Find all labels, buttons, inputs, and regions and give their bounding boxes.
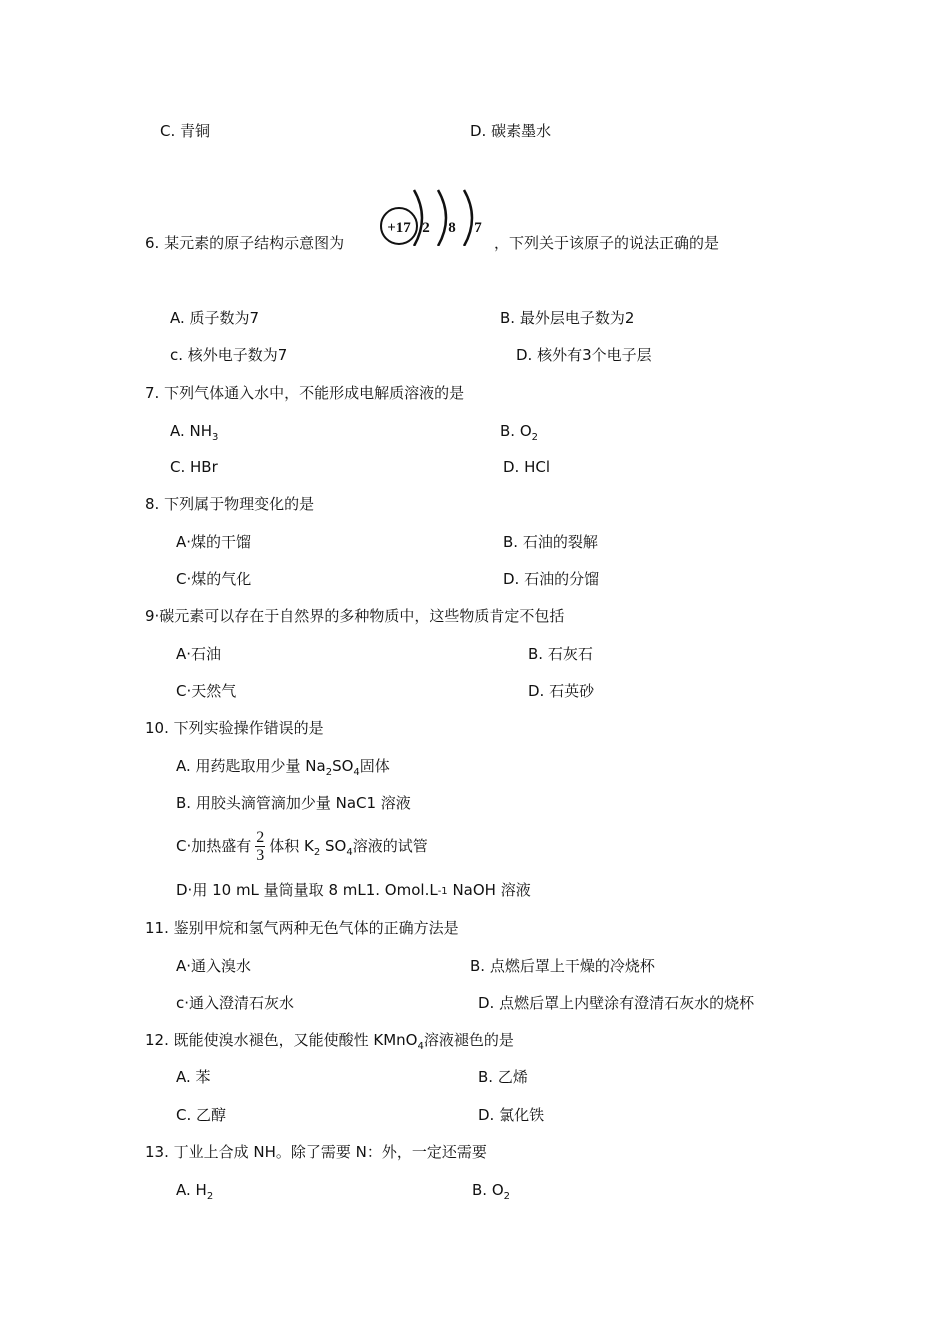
- q10-option-d: D·用 10 mL 量筒量取 8 mL1. Omol.L-1 NaOH 溶液: [176, 881, 531, 899]
- q9-option-a: A·石油: [176, 645, 222, 663]
- q10-option-c: C·加热盛有 $\frac{2}{3}$ 体积 $K_2$ $SO_4$溶液的试管: [176, 829, 428, 864]
- q10-option-b: B. 用胶头滴管滴加少量 NaC1 溶液: [176, 794, 411, 812]
- q6-stem-suffix: ，下列关于该原子的说法正确的是: [494, 234, 720, 252]
- q8-option-c: C·煤的气化: [176, 570, 252, 588]
- q8-option-a: A·煤的干馏: [176, 533, 252, 551]
- q11-option-c: c·通入澄清石灰水: [176, 994, 295, 1012]
- q7-option-a: A. $NH_3$: [170, 422, 219, 443]
- q12-option-d: D. 氯化铁: [478, 1106, 545, 1124]
- q8-stem: 8. 下列属于物理变化的是: [145, 495, 315, 513]
- q6-stem-prefix: 6. 某元素的原子结构示意图为: [145, 234, 345, 252]
- q6-option-c: c. 核外电子数为7: [170, 346, 288, 364]
- electron-shell-arc-2: [438, 190, 446, 246]
- q13-option-b: B. $O_2$: [472, 1181, 511, 1202]
- q11-option-a: A·通入溴水: [176, 957, 252, 975]
- q10-option-a: A. 用药匙取用少量 $Na_2SO_4$固体: [176, 757, 390, 778]
- shell-3-electrons: 7: [474, 220, 482, 236]
- q9-option-c: C·天然气: [176, 682, 237, 700]
- q12-option-c: C. 乙醇: [176, 1106, 227, 1124]
- shell-1-electrons: 2: [422, 220, 430, 236]
- q5-option-c: C. 青铜: [160, 122, 211, 140]
- q10-stem: 10. 下列实验操作错误的是: [145, 719, 324, 737]
- shell-2-electrons: 8: [448, 220, 456, 236]
- q12-stem: 12. 既能使溴水褪色，又能使酸性 KMnO$_4$溶液褪色的是: [145, 1031, 514, 1052]
- q9-option-d: D. 石英砂: [528, 682, 595, 700]
- fraction-two-thirds: $\frac{2}{3}$: [256, 829, 265, 864]
- q11-option-b: B. 点燃后罩上干燥的冷烧杯: [470, 957, 655, 975]
- q12-option-b: B. 乙烯: [478, 1068, 528, 1086]
- nucleus-charge: +17: [387, 220, 411, 236]
- q6-option-a: A. 质子数为7: [170, 309, 260, 327]
- q13-option-a: A. $H_2$: [176, 1181, 214, 1202]
- q8-option-b: B. 石油的裂解: [503, 533, 598, 551]
- q9-option-b: B. 石灰石: [528, 645, 593, 663]
- q12-option-a: A. 苯: [176, 1068, 211, 1086]
- q13-stem: 13. 丁业上合成 NH。除了需要 N：外，一定还需要: [145, 1143, 487, 1161]
- electron-shell-arc-3: [464, 190, 472, 246]
- q7-stem: 7. 下列气体通入水中，不能形成电解质溶液的是: [145, 384, 465, 402]
- q6-option-d: D. 核外有3个电子层: [516, 346, 652, 364]
- atom-structure-diagram: [376, 186, 496, 246]
- q7-option-b: B. $O_2$: [500, 422, 539, 443]
- q9-stem: 9·碳元素可以存在于自然界的多种物质中，这些物质肯定不包括: [145, 607, 565, 625]
- q6-option-b: B. 最外层电子数为2: [500, 309, 635, 327]
- q8-option-d: D. 石油的分馏: [503, 570, 600, 588]
- q5-option-d: D. 碳素墨水: [470, 122, 552, 140]
- q7-option-d: D. HCl: [503, 458, 551, 476]
- q7-option-c: C. HBr: [170, 458, 218, 476]
- q11-option-d: D. 点燃后罩上内壁涂有澄清石灰水的烧杯: [478, 994, 755, 1012]
- q11-stem: 11. 鉴别甲烷和氢气两种无色气体的正确方法是: [145, 919, 459, 937]
